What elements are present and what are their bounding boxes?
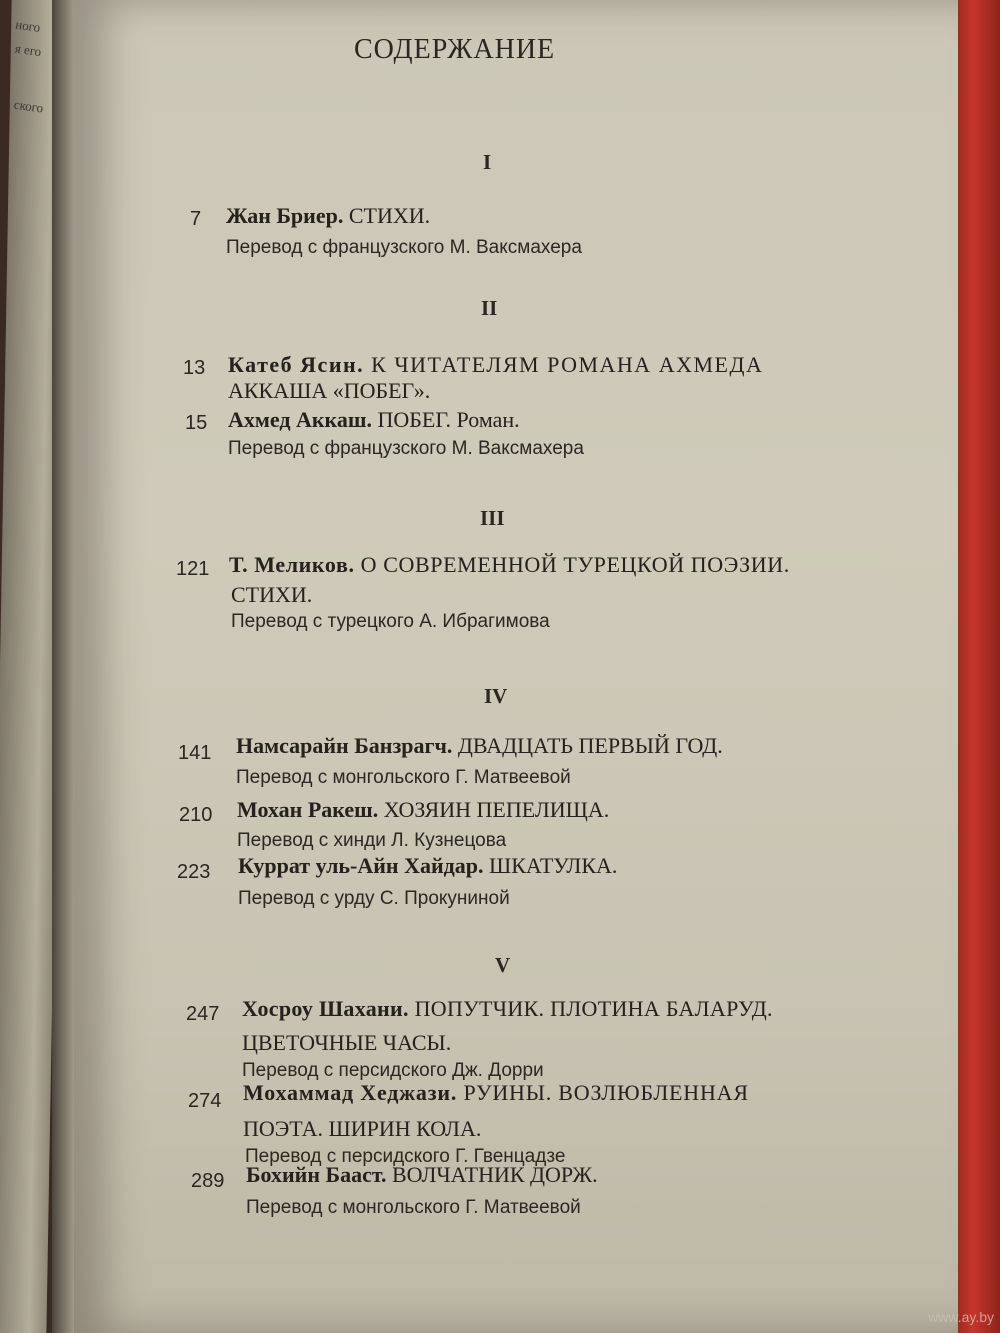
entry-translator: Перевод с французского М. Ваксмахера [226, 237, 582, 258]
entry-author: Намсарайн Банзрагч. [236, 733, 453, 758]
left-fragment: я его [13, 40, 43, 60]
entry-author: Куррат уль-Айн Хайдар. [238, 853, 484, 878]
page-number: 121 [176, 558, 210, 580]
entry-title-continued: АККАША «ПОБЕГ». [228, 378, 431, 403]
toc-entry [236, 733, 723, 759]
entry-author: Жан Бриер. [226, 203, 344, 228]
entry-translator: Перевод с французского М. Ваксмахера [228, 438, 584, 459]
book-cover-edge [958, 0, 1000, 1333]
page-number: 247 [186, 1003, 220, 1025]
page-number: 274 [188, 1090, 222, 1112]
section-heading-1: I [483, 150, 492, 174]
toc-entry [238, 853, 617, 879]
entry-title: К ЧИТАТЕЛЯМ РОМАНА АХМЕДА [371, 352, 764, 377]
entry-title: СТИХИ. [348, 203, 431, 228]
contents-page [74, 0, 964, 1333]
entry-title: ХОЗЯИН ПЕПЕЛИЩА. [383, 797, 610, 822]
page-title: СОДЕРЖАНИЕ [354, 34, 556, 65]
toc-entry [226, 203, 430, 229]
entry-author: Бохийн Бааст. [246, 1162, 387, 1187]
toc-entry [243, 1080, 749, 1106]
toc-entry [246, 1162, 598, 1188]
entry-title-continued: ЦВЕТОЧНЫЕ ЧАСЫ. [242, 1030, 452, 1055]
page-number: 223 [177, 861, 211, 883]
left-fragment: ского [12, 96, 45, 116]
entry-title: ПОПУТЧИК. ПЛОТИНА БАЛАРУД. [414, 996, 773, 1021]
entry-author: Катеб Ясин. [228, 352, 365, 377]
toc-entry [228, 407, 520, 433]
entry-title: ПОБЕГ. Роман. [377, 407, 520, 432]
section-heading-3: III [480, 506, 505, 530]
entry-author: Мохаммад Хеджази. [243, 1080, 458, 1105]
entry-translator: Перевод с монгольского Г. Матвеевой [236, 767, 571, 788]
page-number: 141 [178, 742, 212, 764]
entry-author: Т. Меликов. [229, 552, 355, 577]
entry-author: Хосроу Шахани. [242, 996, 409, 1021]
entry-title-continued: ПОЭТА. ШИРИН КОЛА. [243, 1116, 482, 1141]
entry-author: Мохан Ракеш. [237, 797, 379, 822]
entry-title: ВОЛЧАТНИК ДОРЖ. [392, 1162, 598, 1187]
entry-author: Ахмед Аккаш. [228, 407, 372, 432]
toc-entry [242, 996, 773, 1022]
page-number: 13 [183, 357, 206, 379]
page-number: 289 [191, 1170, 225, 1192]
entry-title-continued: СТИХИ. [231, 582, 313, 607]
section-heading-2: II [481, 296, 498, 320]
left-fragment: ного [14, 16, 42, 35]
toc-entry [229, 552, 790, 578]
entry-translator: Перевод с урду С. Прокуниной [238, 888, 510, 909]
entry-title: РУИНЫ. ВОЗЛЮБЛЕННАЯ [463, 1080, 749, 1105]
toc-entry [237, 797, 609, 823]
entry-translator: Перевод с хинди Л. Кузнецова [237, 830, 507, 851]
entry-title: О СОВРЕМЕННОЙ ТУРЕЦКОЙ ПОЭЗИИ. [360, 552, 790, 577]
entry-translator: Перевод с персидского Г. Гвенцадзе [245, 1146, 566, 1167]
page-number: 15 [185, 412, 208, 434]
section-heading-5: V [495, 953, 511, 977]
page-number: 7 [190, 208, 202, 230]
toc-entry [228, 352, 763, 378]
entry-title: ШКАТУЛКА. [489, 853, 618, 878]
entry-translator: Перевод с монгольского Г. Матвеевой [246, 1197, 581, 1218]
entry-translator: Перевод с турецкого А. Ибрагимова [231, 611, 550, 632]
page-number: 210 [179, 804, 213, 826]
watermark: www.ay.by [928, 1309, 994, 1325]
entry-title: ДВАДЦАТЬ ПЕРВЫЙ ГОД. [457, 733, 723, 758]
section-heading-4: IV [484, 684, 508, 708]
entry-translator: Перевод с персидского Дж. Дорри [242, 1060, 544, 1081]
